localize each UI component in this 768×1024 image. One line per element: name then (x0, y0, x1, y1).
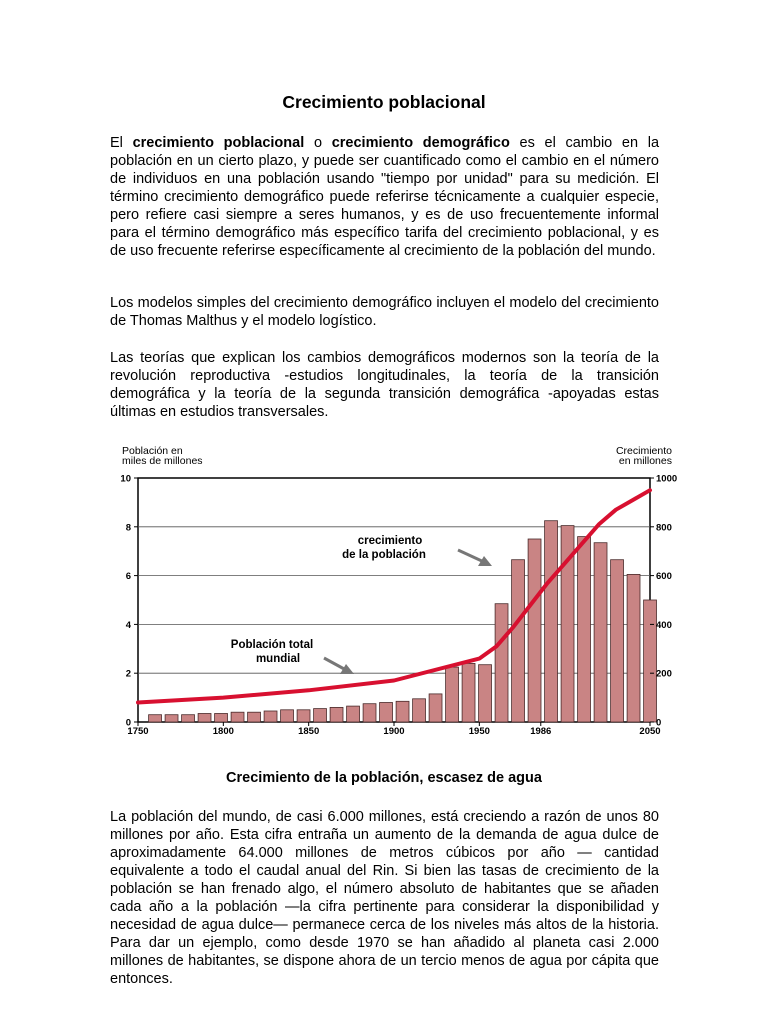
x-tick-label: 1800 (212, 726, 234, 737)
paragraph-intro (110, 134, 659, 260)
growth-bar (495, 604, 508, 722)
growth-bar (429, 694, 442, 722)
paragraph-models: Los modelos simples del crecimiento demográfico incluyen el modelo del crecimiento de Thomas Malthus y el modelo logístico. (110, 295, 659, 329)
intro-text-start: El (110, 135, 133, 151)
growth-bar (413, 699, 426, 722)
growth-bar (462, 663, 475, 722)
growth-bar (512, 560, 525, 722)
annotation-population: Población total (230, 639, 314, 651)
intro-text-or: o (304, 135, 332, 151)
growth-bar (347, 706, 360, 722)
growth-bar (330, 707, 343, 722)
growth-bar (396, 701, 409, 722)
population-growth-chart (112, 440, 682, 740)
growth-bar (165, 715, 178, 722)
left-tick-label: 2 (125, 668, 131, 680)
growth-bar (479, 665, 492, 722)
left-tick-label: 10 (120, 473, 131, 485)
growth-bar (314, 709, 327, 722)
growth-bar (231, 712, 244, 722)
right-tick-label: 400 (656, 619, 672, 631)
growth-bar (594, 543, 607, 722)
annotation-population: mundial (255, 653, 301, 665)
paragraph-water: La población del mundo, de casi 6.000 millones, está creciendo a razón de unos 80 millones por año. Esta cifra entraña un aumento de la demanda de agua dulce de aproximadamente 64.000 millones de metros cúbicos por año — cantidad equivalente a todo el caudal anual del Rin. Si bien las tasas de crecimiento de la población se han frenado algo, el número absoluto de habitantes que se añaden cada año a la población —la cifra pertinente para considerar la disponibilidad y necesidad de agua dulce— permanece cerca de los niveles más altos de la historia. Para dar un ejemplo, como desde 1970 se han añadido al planeta casi 2.000 millones de habitantes, se dispone ahora de un tercio menos de agua por cápita que entonces. (110, 809, 659, 987)
x-tick-label: 1950 (468, 726, 490, 737)
growth-bar (297, 710, 310, 722)
growth-bar (644, 600, 657, 722)
chart-caption: Crecimiento de la población, escasez de agua (226, 770, 542, 786)
right-tick-label: 0 (656, 717, 662, 729)
growth-bar (578, 537, 591, 722)
annotation-growth: crecimiento (357, 535, 423, 547)
right-tick-label: 600 (656, 571, 672, 583)
growth-bar (545, 521, 558, 722)
growth-bar (363, 704, 376, 722)
right-tick-label: 800 (656, 522, 672, 534)
growth-bar (264, 711, 277, 722)
growth-bar (446, 667, 459, 722)
term-crecimiento-poblacional: crecimiento poblacional (132, 135, 305, 151)
growth-bar (198, 714, 211, 723)
growth-bar (611, 560, 624, 722)
left-axis-title: miles de millones (122, 455, 203, 467)
right-tick-label: 200 (656, 668, 672, 680)
growth-bar (528, 539, 541, 722)
right-axis-title: Crecimiento (615, 445, 672, 457)
annotation-growth: de la población (342, 549, 426, 561)
left-tick-label: 0 (125, 717, 131, 729)
growth-bar (149, 715, 162, 722)
paragraph-theories: Las teorías que explican los cambios demográficos modernos son la teoría de la revolución reproductiva -estudios longitudinales, la teoría de la transición demográfica y la teoría de la segunda transición demográfica -apoyadas estas últimas en estudios transversales. (110, 350, 659, 420)
term-crecimiento-demografico: crecimiento demográfico (331, 135, 510, 151)
right-axis-title: en millones (618, 455, 672, 467)
x-tick-label: 1900 (383, 726, 405, 737)
growth-bar (627, 574, 640, 722)
page-title: Crecimiento poblacional (282, 92, 486, 112)
left-tick-label: 4 (125, 619, 131, 631)
x-tick-label: 1850 (298, 726, 320, 737)
left-tick-label: 8 (125, 522, 131, 534)
right-tick-label: 1000 (656, 473, 678, 485)
growth-bar (182, 715, 195, 722)
x-tick-label: 1750 (127, 726, 149, 737)
growth-bar (215, 714, 228, 723)
left-tick-label: 6 (125, 571, 131, 583)
growth-bar (248, 712, 261, 722)
intro-text-rest: es el cambio en la población en un cierto plazo, y puede ser cuantificado como el cambio en el número de individuos en una población usando "tiempo por unidad" para su medición. El término crecimiento demográfico puede referirse técnicamente a cualquier especie, pero refiere casi siempre a seres humanos, y es de uso frecuentemente informal para el término demográfico más específico tarifa del crecimiento poblacional, y es de uso frecuente referirse específicamente al crecimiento de la población del mundo. (110, 135, 660, 259)
x-tick-label: 2050 (639, 726, 661, 737)
growth-bar (281, 710, 294, 722)
growth-bar (380, 703, 393, 723)
x-tick-label: 1986 (530, 726, 552, 737)
left-axis-title: Población en (122, 445, 183, 457)
